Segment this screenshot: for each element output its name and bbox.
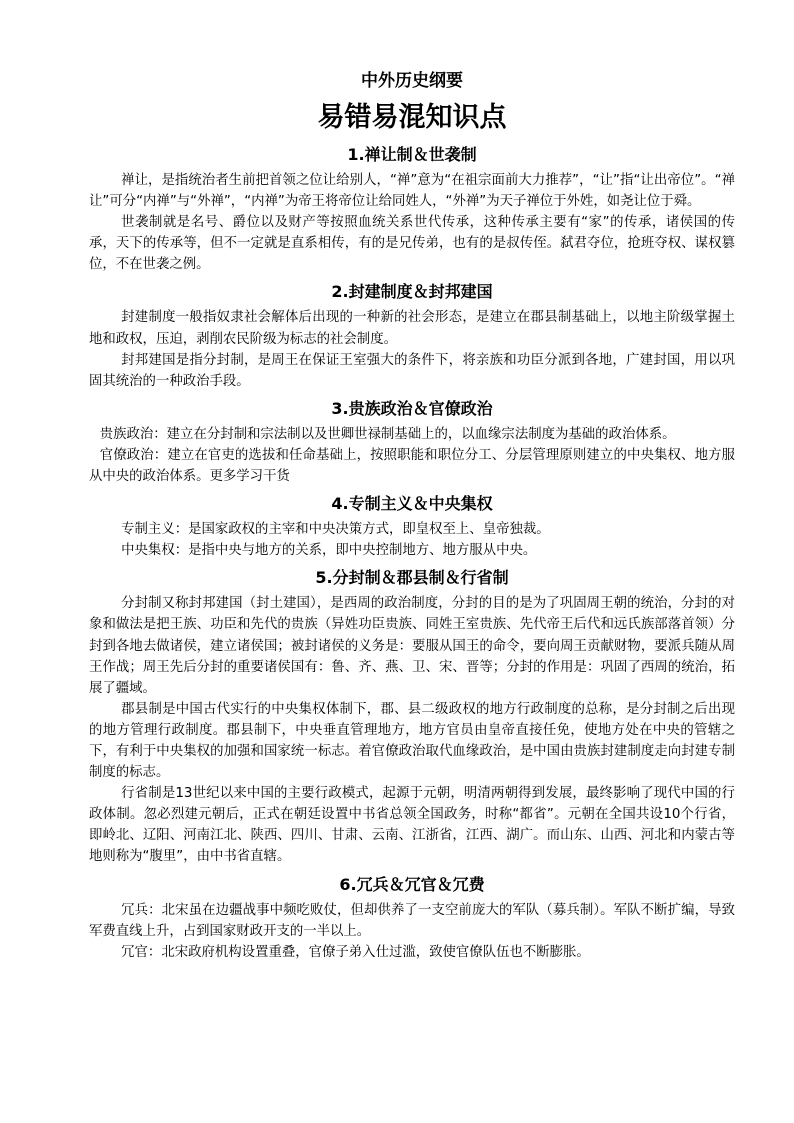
section-heading-1: 1.禅让制＆世袭制 [347, 145, 477, 164]
document-title-main: 易错易混知识点 [317, 102, 507, 133]
paragraph: 冗兵：北宋虽在边疆战事中频吃败仗，但却供养了一支空前庞大的军队（募兵制）。军队不断扩编，导致军费直线上升，占到国家财政开支的一半以上。 [89, 902, 735, 939]
document-title-small: 中外历史纲要 [361, 71, 463, 91]
paragraph: 贵族政治：建立在分封制和宗法制以及世卿世禄制基础上的，以血缘宗法制度为基础的政治体系。 [99, 426, 676, 442]
document-body [89, 68, 735, 963]
paragraph: 中央集权：是指中央与地方的关系，即中央控制地方、地方服从中央。 [121, 543, 537, 559]
paragraph: 冗官：北宋政府机构设置重叠，官僚子弟入仕过滥，致使官僚队伍也不断膨胀。 [121, 944, 590, 960]
section-heading-2: 2.封建制度＆封邦建国 [331, 282, 493, 302]
paragraph: 分封制又称封邦建国（封土建国），是西周的政治制度，分封的目的是为了巩固周王朝的统治，分封的对象和做法是把王族、功臣和先代的贵族（异姓功臣贵族、同姓王室贵族、先代帝王后代和远氏族部落首领）分封到各地去做诸侯，建立诸侯国；被封诸侯的义务是：要服从国王的命令，要向周王贡献财物，要派兵随从周王作战；周王先后分封的重要诸侯国有：鲁、齐、燕、卫、宋、晋等；分封的作用是：巩固了西周的统治，拓展了疆域。 [89, 596, 735, 696]
paragraph: 官僚政治：建立在官吏的选拔和任命基础上，按照职能和职位分工、分层管理原则建立的中央集权、地方服从中央的政治体系。更多学习干货 [89, 447, 735, 485]
paragraph: 封建制度一般指奴隶社会解体后出现的一种新的社会形态，是建立在郡县制基础上，以地主阶级掌握土地和政权，压迫，剥削农民阶级为标志的社会制度。 [89, 310, 735, 347]
paragraph: 世袭制就是名号、爵位以及财产等按照血统关系世代传承，这种传承主要有“家”的传承，诸侯国的传承，天下的传承等，但不一定就是直系相传，有的是兄传弟，也有的是叔传侄。弑君夺位，抢班夺权、谋权篡位，不在世袭之例。 [89, 215, 735, 273]
paragraph: 行省制是13世纪以来中国的主要行政模式，起源于元朝，明清两朝得到发展，最终影响了现代中国的行政体制。忽必烈建元朝后，正式在朝廷设置中书省总领全国政务，时称“都省”。元朝在全国共设10个行省，即岭北、辽阳、河南江北、陕西、四川、甘肃、云南、江浙省，江西、湖广。而山东、山西、河北和内蒙古等地则称为“腹里”，由中书省直辖。 [89, 786, 735, 865]
paragraph: 封邦建国是指分封制，是周王在保证王室强大的条件下，将亲族和功臣分派到各地，广建封国，用以巩固其统治的一种政治手段。 [89, 352, 735, 389]
paragraph: 禅让，是指统治者生前把首领之位让给别人，“禅”意为“在祖宗面前大力推荐”，“让”指“让出帝位”。“禅让”可分“内禅”与“外禅”，“内禅”为帝王将帝位让给同姓人，“外禅”为天子禅位于外姓，如尧让位于舜。 [89, 173, 735, 210]
paragraph: 郡县制是中国古代实行的中央集权体制下，郡、县二级政权的地方行政制度的总称，是分封制之后出现的地方管理行政制度。郡县制下，中央垂直管理地方，地方官员由皇帝直接任免，使地方处在中央的管辖之下，有利于中央集权的加强和国家统一标志。着官僚政治取代血缘政治，是中国由贵族封建制度走向封建专制制度的标志。 [89, 701, 735, 781]
section-heading-6: 6.冗兵＆冗官＆冗费 [339, 874, 485, 894]
section-heading-4: 4.专制主义＆中央集权 [331, 494, 493, 514]
paragraph: 专制主义：是国家政权的主宰和中央决策方式，即皇权至上、皇帝独裁。 [121, 522, 550, 538]
section-heading-5: 5.分封制＆郡县制＆行省制 [315, 568, 509, 588]
section-heading-3: 3.贵族政治＆官僚政治 [331, 398, 493, 418]
